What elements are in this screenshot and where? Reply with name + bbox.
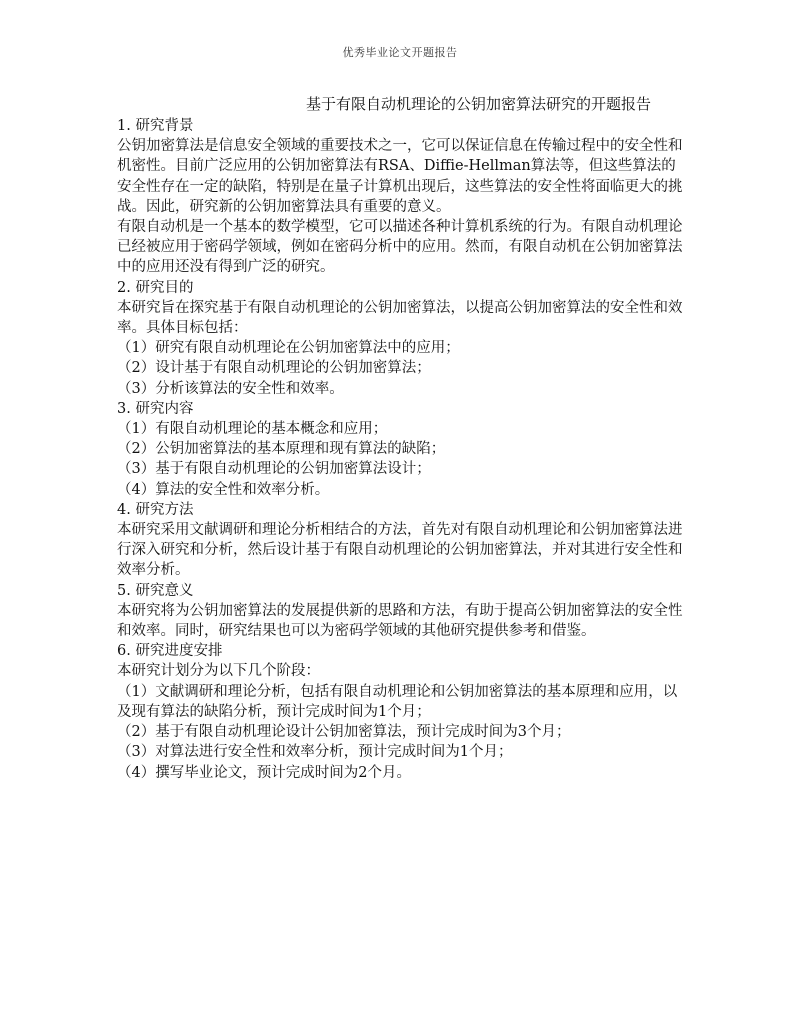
list-item: （4）撰写毕业论文，预计完成时间为2个月。 xyxy=(117,764,411,781)
list-item: （1）有限自动机理论的基本概念和应用； xyxy=(117,421,388,438)
list-item: （1）研究有限自动机理论在公钥加密算法中的应用； xyxy=(117,340,460,357)
section-heading: 6. 研究进度安排 xyxy=(117,643,223,660)
list-item: （3）分析该算法的安全性和效率。 xyxy=(117,380,344,397)
list-item: （3）基于有限自动机理论的公钥加密算法设计； xyxy=(117,461,431,478)
list-item: （2）公钥加密算法的基本原理和现有算法的缺陷； xyxy=(117,441,446,458)
list-item: （2）设计基于有限自动机理论的公钥加密算法； xyxy=(117,360,431,377)
section-heading: 1. 研究背景 xyxy=(117,118,194,134)
list-item: （3）对算法进行安全性和效率分析，预计完成时间为1个月； xyxy=(117,744,513,761)
paragraph: 本研究将为公钥加密算法的发展提供新的思路和方法，有助于提高公钥加密算法的安全性和效率。同时，研究结果也可以为密码学领域的其他研究提供参考和借鉴。 xyxy=(117,602,683,640)
paragraph: 有限自动机是一个基本的数学模型，它可以描述各种计算机系统的行为。有限自动机理论已经被应用于密码学领域，例如在密码分析中的应用。然而，有限自动机在公钥加密算法中的应用还没有得到广泛的研究。 xyxy=(117,219,683,276)
section-heading: 4. 研究方法 xyxy=(117,501,194,518)
section-heading: 2. 研究目的 xyxy=(117,279,194,296)
running-header: 优秀毕业论文开题报告 xyxy=(342,46,458,59)
paragraph: 本研究采用文献调研和理论分析相结合的方法，首先对有限自动机理论和公钥加密算法进行深入研究和分析，然后设计基于有限自动机理论的公钥加密算法，并对其进行安全性和效率分析。 xyxy=(117,522,683,579)
document-title: 基于有限自动机理论的公钥加密算法研究的开题报告 xyxy=(306,95,652,113)
section-heading: 5. 研究意义 xyxy=(117,582,194,599)
document-body xyxy=(117,116,689,783)
paragraph: 本研究旨在探究基于有限自动机理论的公钥加密算法，以提高公钥加密算法的安全性和效率。具体目标包括： xyxy=(117,299,683,337)
paragraph: 公钥加密算法是信息安全领域的重要技术之一，它可以保证信息在传输过程中的安全性和机密性。目前广泛应用的公钥加密算法有RSA、Diffie-Hellman算法等，但这些算法的安全性存在一定的缺陷，特别是在量子计算机出现后，这些算法的安全性将面临更大的挑战。因此，研究新的公钥加密算法具有重要的意义。 xyxy=(117,138,683,215)
list-item: （4）算法的安全性和效率分析。 xyxy=(117,481,330,498)
section-heading: 3. 研究内容 xyxy=(117,400,194,417)
paragraph: 本研究计划分为以下几个阶段： xyxy=(117,663,320,680)
list-item: （2）基于有限自动机理论设计公钥加密算法，预计完成时间为3个月； xyxy=(117,724,571,741)
list-item: （1）文献调研和理论分析，包括有限自动机理论和公钥加密算法的基本原理和应用，以及现有算法的缺陷分析，预计完成时间为1个月； xyxy=(117,683,678,720)
